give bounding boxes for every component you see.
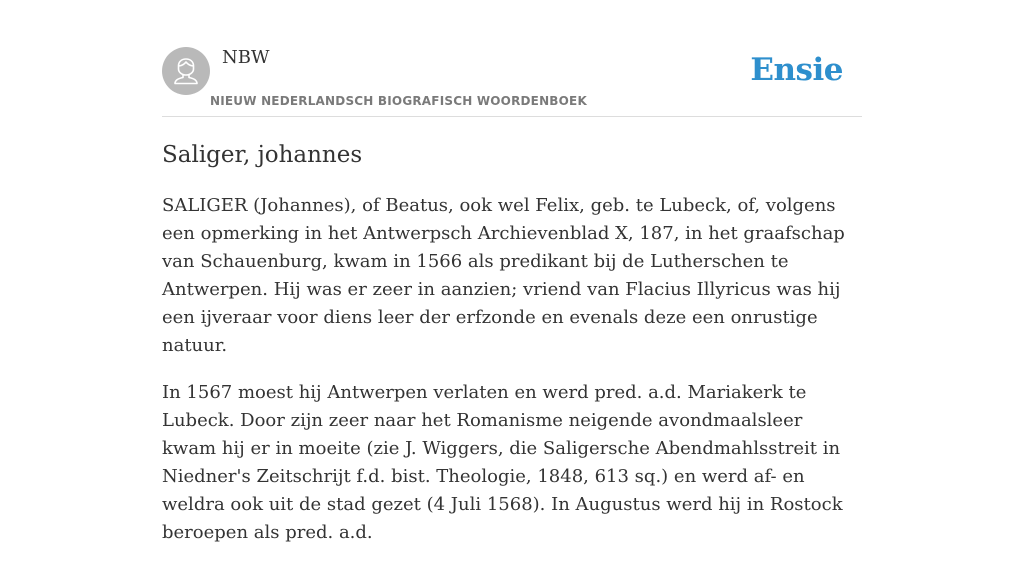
author-header	[162, 0, 862, 117]
avatar[interactable]	[162, 47, 210, 95]
article-paragraph: SALIGER (Johannes), of Beatus, ook wel Felix, geb. te Lubeck, of, volgens een opmerking in het Antwerpsch Archievenblad X, 187, in het graafschap van Schauenburg, kwam in 1566 als predikant bij de Lutherschen te Antwerpen. Hij was er zeer in aanzien; vriend van Flacius Illyricus was hij een ijveraar voor diens leer der erfzonde en evenals deze een onrustige natuur.	[162, 195, 845, 356]
user-silhouette-icon	[162, 47, 210, 95]
page-container	[162, 0, 862, 543]
author-subtitle: NIEUW NEDERLANDSCH BIOGRAFISCH WOORDENBOEK	[210, 94, 587, 108]
brand-logo[interactable]: Ensie	[750, 52, 843, 88]
article-paragraph: In 1567 moest hij Antwerpen verlaten en werd pred. a.d. Mariakerk te Lubeck. Door zijn zeer naar het Romanisme neigende avondmaalsleer kwam hij er in moeite (zie J. Wiggers, die Saligersche Abendmahlsstreit in Niedner's Zeitschrijt f.d. bist. Theologie, 1848, 613 sq.) en werd af- en weldra ook uit de stad gezet (4 Juli 1568). In Augustus werd hij in Rostock beroepen als pred. a.d.	[162, 382, 843, 543]
author-name[interactable]: NBW	[222, 47, 270, 68]
article-title: Saliger, johannes	[162, 142, 363, 168]
article-body	[162, 192, 862, 566]
